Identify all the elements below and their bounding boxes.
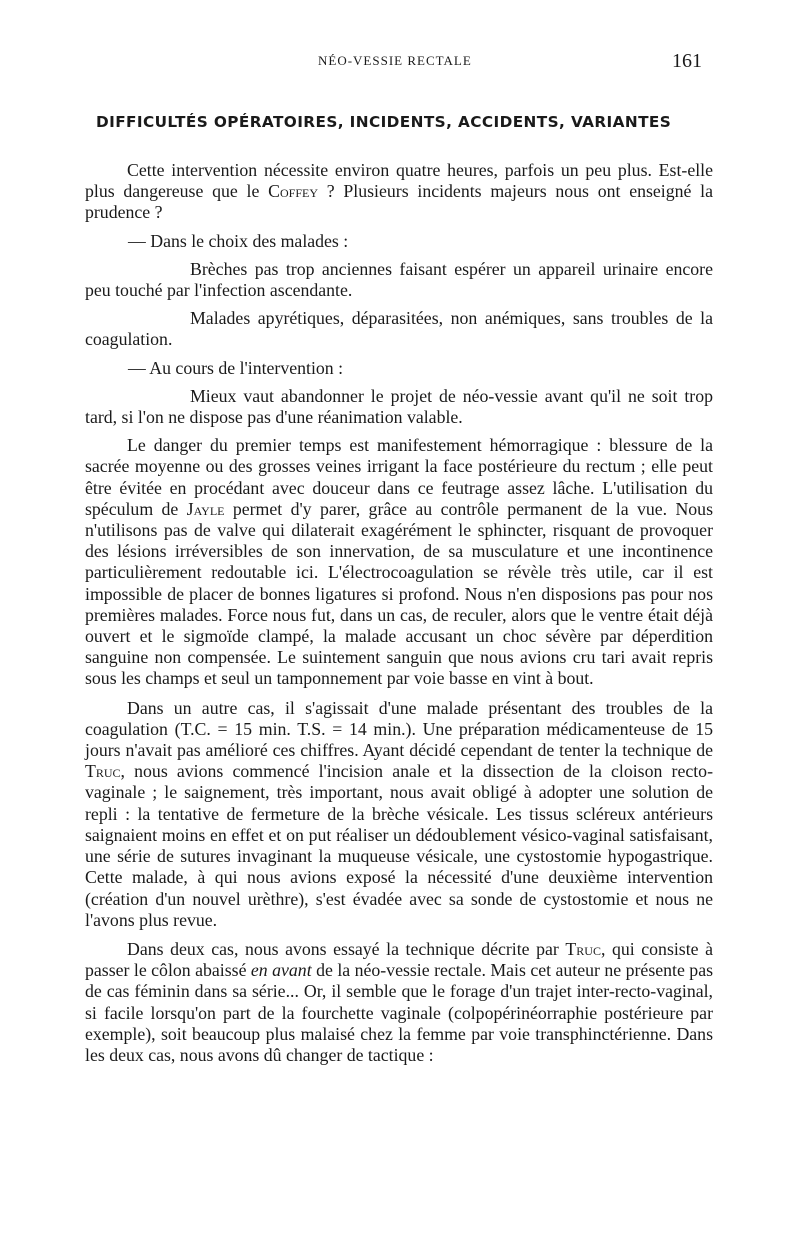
paragraph-coagulation-case (85, 698, 713, 931)
body-text (85, 160, 713, 1066)
running-title: NÉO-VESSIE RECTALE (318, 53, 472, 68)
text-run: Le danger du premier temps est manifestement hémorragique : blessure de la sacrée moyenne ou des grosses veines irrigant la face postérieure du rectum ; elle peut être évitée en procédant avec douceur dans ce feutrage assez lâche. L'utilisation du spéculum de (85, 435, 713, 519)
page-number: 161 (672, 50, 702, 72)
text-run: ? Plusieurs incidents majeurs nous ont enseigné la prudence ? (85, 181, 713, 223)
paragraph-malades: Malades apyrétiques, déparasitées, non anémiques, sans troubles de la coagulation. (85, 308, 713, 350)
author-name: Truc (85, 761, 121, 782)
text-run: Cette intervention nécessite environ quatre heures, parfois un peu plus. Est-elle plus dangereuse que le (85, 160, 713, 202)
author-name: Coffey (268, 181, 319, 202)
running-head (0, 50, 800, 74)
paragraph-truc-technique (85, 939, 713, 1066)
paragraph-duration (85, 160, 713, 224)
dash-item-intervention: — Au cours de l'intervention : (128, 357, 344, 378)
paragraph-abandon: Mieux vaut abandonner le projet de néo-vessie avant qu'il ne soit trop tard, si l'on ne dispose pas d'une réanimation valable. (85, 385, 713, 428)
text-run: Dans deux cas, nous avons essayé la technique décrite par (127, 938, 566, 959)
text-run: , nous avions commencé l'incision anale et la dissection de la cloison recto-vaginale ; le saignement, très important, nous avait obligé à adopter une solution de repli : la tentative de fermeture de la brèche vésicale. Les tissus scléreux antérieurs saignaient moins en effet et on put réaliser un dédoublement vésico-vaginal satisfaisant, une série de sutures invaginant la muqueuse vésicale, une cystostomie hypogastrique. Cette malade, à qui nous avions exposé la nécessité d'une deuxième intervention (création d'un nouvel urèthre), s'est évadée avec sa sonde de cystostomie et nous ne l'avons plus revue. (85, 761, 713, 930)
author-name: Truc (565, 938, 601, 959)
text-run: de la néo-vessie rectale. Mais cet auteur ne présente pas de cas féminin dans sa série... Or, il semble que le forage d'un trajet inter-recto-vaginal, si facile lorsqu'on part de la fourchette vaginale (colpopérinéorraphie postérieure par exemple), soit beaucoup plus malaisé chez la femme par voie transphinctérienne. Dans les deux cas, nous avons dû changer de tactique : (85, 960, 714, 1065)
paragraph-danger (85, 435, 713, 689)
dash-item-patient-choice: — Dans le choix des malades : (128, 230, 349, 251)
text-run: Dans un autre cas, il s'agissait d'une malade présentant des troubles de la coagulation (T.C. = 15 min. T.S. = 14 min.). Une préparation médicamenteuse de 15 jours n'avait pas amélioré ces chiffres. Ayant décidé cependant de tenter la technique de (85, 697, 713, 761)
emphasis: en avant (250, 960, 312, 981)
section-title: DIFFICULTÉS OPÉRATOIRES, INCIDENTS, ACCIDENTS, VARIANTES (96, 113, 672, 131)
text-run: , qui consiste à passer le côlon abaissé (85, 938, 714, 981)
author-name: Jayle (186, 498, 225, 519)
text-run: permet d'y parer, grâce au contrôle permanent de la vue. Nous n'utilisons pas de valve qui dilaterait exagérément le sphincter, risquant de provoquer des lésions irréversibles de son innervation, de sa musculature et une incontinence particulièrement redoutable ici. L'électrocoagulation se révèle très utile, car il est impossible de placer de bonnes ligatures si profond. Nous n'en disposions pas pour nos premières malades. Force nous fut, dans un cas, de reculer, alors que le ventre était déjà ouvert et le sigmoïde clampé, la malade accusant un choc sévère par déperdition sanguine non compensée. Le suintement sanguin que nous avions cru tari avait repris sous les champs et seul un tamponnement par voie basse en vint à bout. (85, 498, 713, 689)
paragraph-breches: Brèches pas trop anciennes faisant espérer un appareil urinaire encore peu touché par l'infection ascendante. (85, 258, 713, 301)
